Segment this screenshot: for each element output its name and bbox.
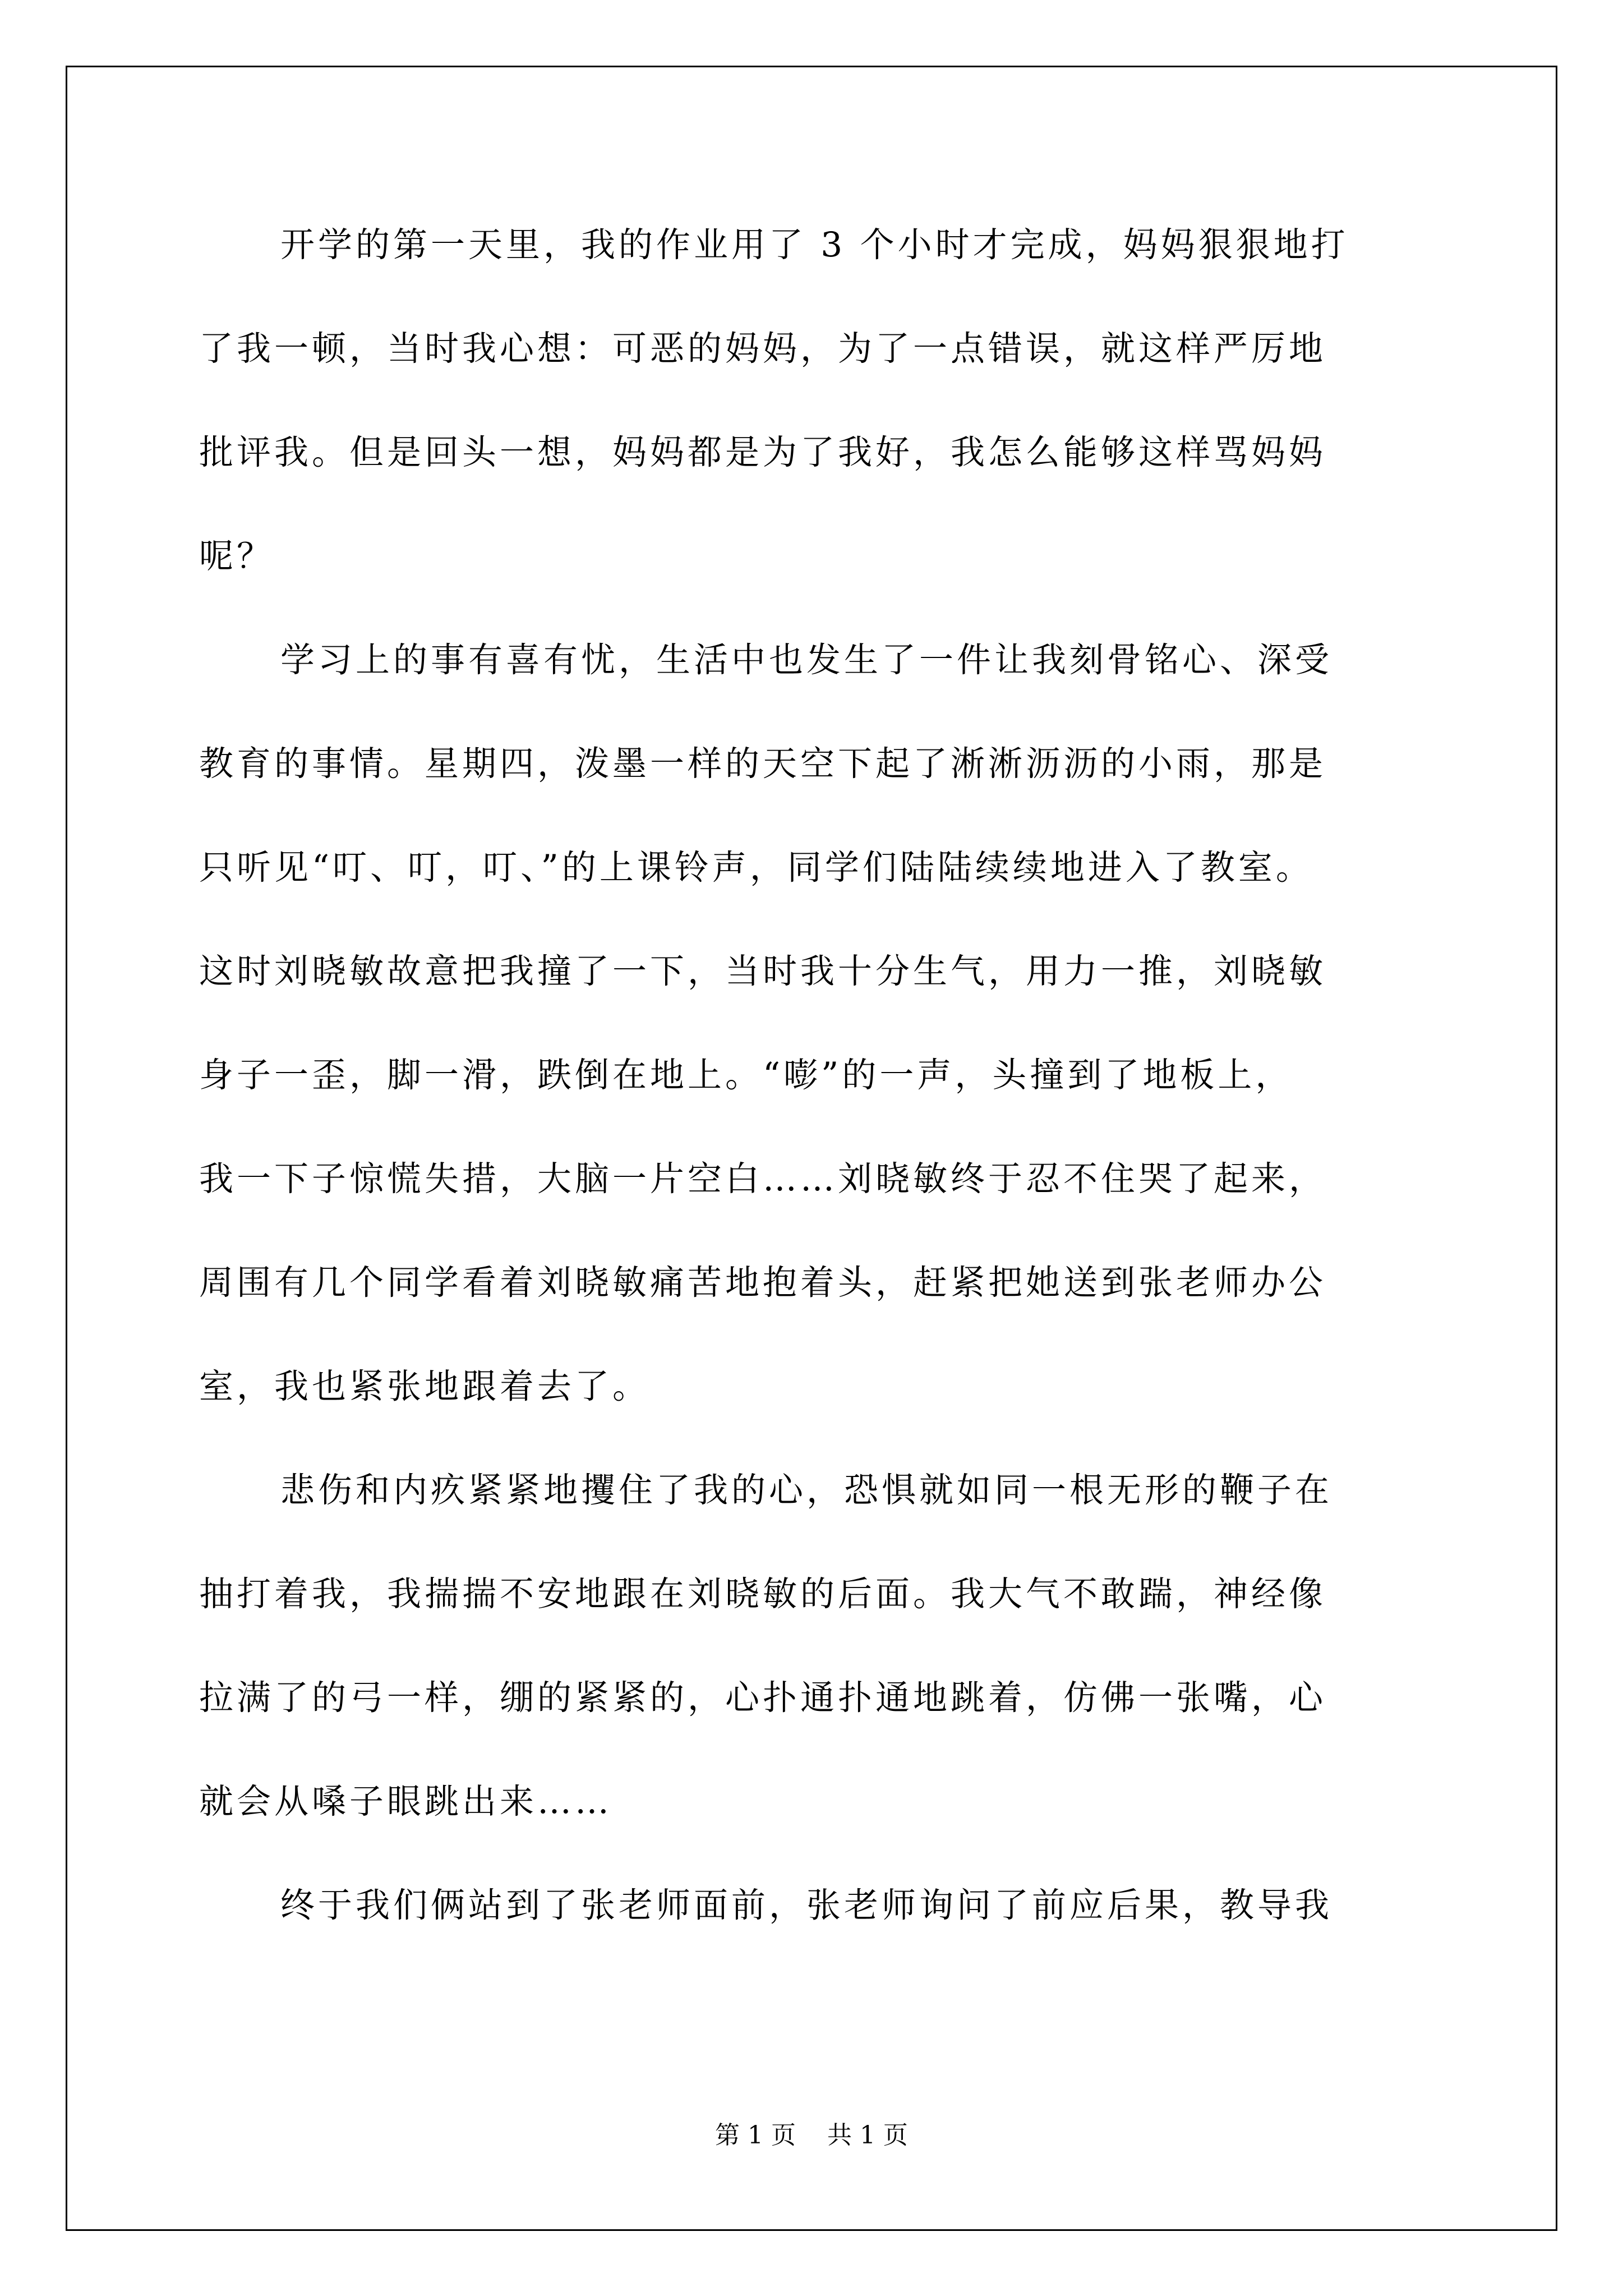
paragraph-3 xyxy=(199,1470,1433,1823)
text-line: 了我一顿，当时我心想：可恶的妈妈，为了一点错误，就这样严厉地 xyxy=(199,329,1327,369)
paragraph-2 xyxy=(199,639,1433,1407)
document-body xyxy=(199,224,1433,1989)
text-line: 拉满了的弓一样，绷的紧紧的，心扑通扑通地跳着，仿佛一张嘴，心 xyxy=(199,1678,1327,1718)
page-number-footer: 第 1 页 共 1 页 xyxy=(715,2121,908,2150)
text-line: 开学的第一天里，我的作业用了 3 个小时才完成，妈妈狠狠地打 xyxy=(280,225,1349,265)
text-line: 学习上的事有喜有忧，生活中也发生了一件让我刻骨铭心、深受 xyxy=(280,640,1333,680)
text-line: 这时刘晓敏故意把我撞了一下，当时我十分生气，用力一推，刘晓敏 xyxy=(199,951,1327,991)
text-line: 终于我们俩站到了张老师面前，张老师询问了前应后果，教导我 xyxy=(280,1885,1333,1925)
text-line: 身子一歪，脚一滑，跌倒在地上。“嘭”的一声，头撞到了地板上， xyxy=(199,1055,1293,1095)
text-line: 室，我也紧张地跟着去了。 xyxy=(199,1366,651,1406)
text-line: 我一下子惊慌失措，大脑一片空白……刘晓敏终于忍不住哭了起来， xyxy=(199,1159,1327,1199)
text-line: 就会从嗓子眼跳出来…… xyxy=(199,1782,613,1821)
text-line: 批评我。但是回头一想，妈妈都是为了我好，我怎么能够这样骂妈妈 xyxy=(199,432,1327,472)
text-line: 呢？ xyxy=(199,536,275,576)
text-line: 抽打着我，我揣揣不安地跟在刘晓敏的后面。我大气不敢踹，神经像 xyxy=(199,1574,1327,1614)
text-line: 周围有几个同学看着刘晓敏痛苦地抱着头，赶紧把她送到张老师办公 xyxy=(199,1263,1327,1303)
paragraph-1 xyxy=(199,224,1433,577)
paragraph-4 xyxy=(199,1885,1433,1926)
text-line: 教育的事情。星期四，泼墨一样的天空下起了淅淅沥沥的小雨，那是 xyxy=(199,744,1327,784)
text-line: 只听见“叮、叮，叮、”的上课铃声，同学们陆陆续续地进入了教室。 xyxy=(199,848,1313,887)
text-line: 悲伤和内疚紧紧地攫住了我的心，恐惧就如同一根无形的鞭子在 xyxy=(280,1470,1333,1510)
